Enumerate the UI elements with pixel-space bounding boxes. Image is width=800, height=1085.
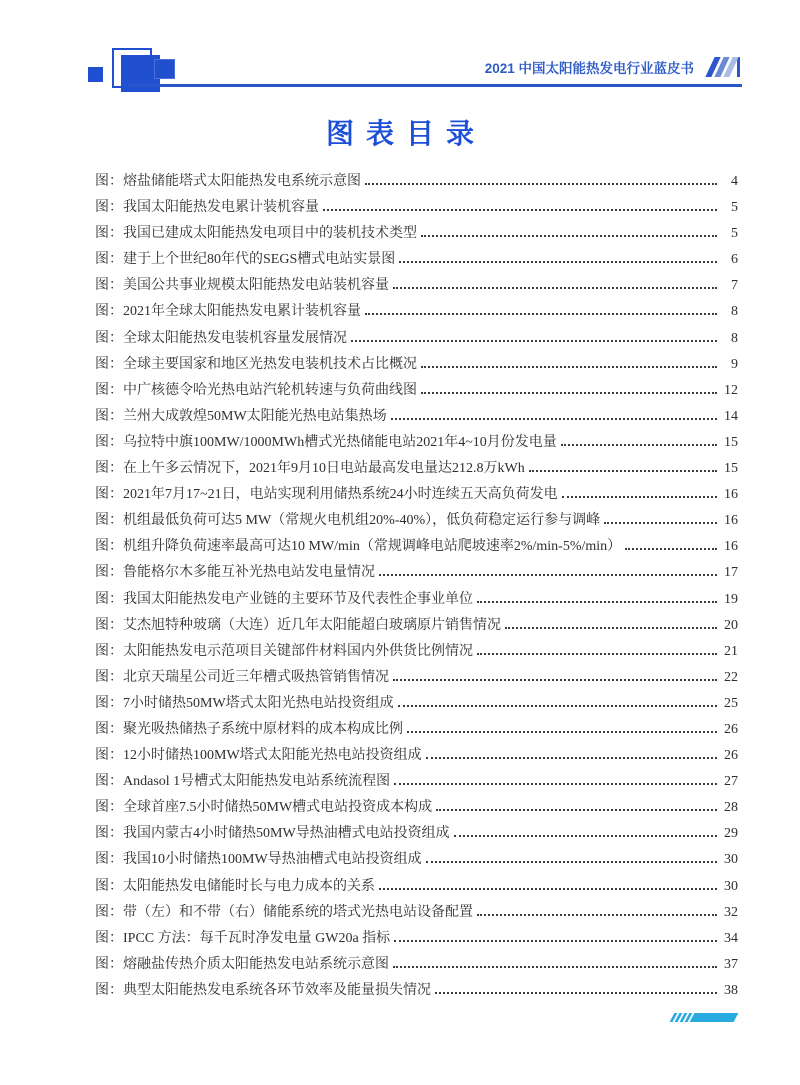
toc-dot-leader [426, 861, 717, 863]
toc-entry-page-number: 7 [731, 278, 738, 294]
toc-entry [95, 952, 738, 978]
page-title: 图表目录 [325, 118, 486, 149]
toc-entry-label: 图：我国内蒙古4小时储热50MW导热油槽式电站投资组成 [95, 826, 450, 842]
toc-entry [95, 221, 738, 247]
toc-dot-leader [435, 992, 717, 994]
toc-entry [95, 195, 738, 221]
toc-entry-label: 图：IPCC 方法：每千瓦时净发电量 GW20a 指标 [95, 930, 391, 946]
toc-entry-label: 图：7小时储热50MW塔式太阳光热电站投资组成 [95, 695, 394, 711]
toc-entry [95, 560, 738, 586]
toc-entry [95, 482, 738, 508]
toc-entry-page-number: 34 [724, 930, 738, 946]
toc-entry [95, 247, 738, 273]
toc-entry [95, 926, 738, 952]
toc-entry-label: 图：聚光吸热储热子系统中原材料的成本构成比例 [95, 721, 403, 737]
toc-entry [95, 795, 738, 821]
toc-entry-label: 图：熔盐储能塔式太阳能热发电系统示意图 [95, 174, 361, 189]
toc-entry-label: 图：美国公共事业规模太阳能热发电站装机容量 [95, 278, 389, 294]
toc-entry-page-number: 20 [724, 617, 738, 633]
slash-endbar [737, 57, 740, 77]
toc-entry [95, 326, 738, 352]
toc-dot-leader [323, 209, 717, 211]
toc-dot-leader [562, 496, 717, 498]
toc-entry [95, 587, 738, 613]
toc-entry-label: 图：2021年7月17~21日，电站实现利用储热系统24小时连续五天高负荷发电 [95, 487, 558, 503]
toc-entry-label: 图：太阳能热发电储能时长与电力成本的关系 [95, 878, 375, 894]
toc-entry-label: 图：熔融盐传热介质太阳能热发电站系统示意图 [95, 956, 389, 972]
toc-entry-page-number: 30 [724, 852, 738, 868]
toc-entry-label: 图：我国太阳能热发电产业链的主要环节及代表性企事业单位 [95, 591, 473, 607]
toc-entry-page-number: 16 [724, 539, 738, 555]
booklet-title: 2021 中国太阳能热发电行业蓝皮书 [484, 61, 694, 76]
toc-entry-page-number: 4 [731, 174, 738, 189]
toc-entry-page-number: 30 [724, 878, 738, 894]
header-rule [128, 84, 742, 87]
toc-entry-page-number: 19 [724, 591, 738, 607]
toc-entry [95, 404, 738, 430]
toc-entry-page-number: 17 [724, 565, 738, 581]
toc-entry-page-number: 15 [724, 461, 738, 477]
toc-entry-page-number: 21 [724, 643, 738, 659]
toc-entry [95, 691, 738, 717]
toc-entry-label: 图：带（左）和不带（右）储能系统的塔式光热电站设备配置 [95, 904, 473, 920]
toc-entry-page-number: 16 [724, 487, 738, 503]
toc-dot-leader [365, 313, 717, 315]
toc-entry-page-number: 37 [724, 956, 738, 972]
toc-entry-label: 图：兰州大成敦煌50MW太阳能光热电站集热场 [95, 408, 387, 424]
toc-dot-leader [421, 392, 717, 394]
toc-entry-page-number: 5 [731, 200, 738, 216]
footer-stripe-icon [672, 1013, 736, 1022]
toc-entry [95, 769, 738, 795]
toc-entry-label: 图：我国10小时储热100MW导热油槽式电站投资组成 [95, 852, 422, 868]
toc-entry-label: 图：建于上个世纪80年代的SEGS槽式电站实景图 [95, 252, 396, 268]
toc-entry-page-number: 25 [724, 695, 738, 711]
toc-dot-leader [477, 914, 717, 916]
toc-dot-leader [391, 418, 717, 420]
toc-dot-leader [394, 783, 717, 785]
toc-entry-page-number: 16 [724, 513, 738, 529]
toc-entry-label: 图：2021年全球太阳能热发电累计装机容量 [95, 304, 361, 320]
toc-entry [95, 900, 738, 926]
toc-entry-label: 图：艾杰旭特种玻璃（大连）近几年太阳能超白玻璃原片销售情况 [95, 617, 501, 633]
toc-entry [95, 978, 738, 1004]
toc-dot-leader [529, 470, 717, 472]
toc-entry-page-number: 26 [724, 721, 738, 737]
toc-entry-label: 图：全球首座7.5小时储热50MW槽式电站投资成本构成 [95, 800, 433, 816]
toc-dot-leader [421, 366, 717, 368]
toc-dot-leader [393, 287, 717, 289]
toc-entry-label: 图：机组最低负荷可达5 MW（常规火电机组20%-40%），低负荷稳定运行参与调峰 [95, 513, 601, 529]
toc-dot-leader [407, 731, 717, 733]
toc-entry [95, 821, 738, 847]
toc-entry-page-number: 22 [724, 669, 738, 685]
toc-dot-leader [477, 601, 717, 603]
toc-dot-leader [421, 235, 717, 237]
toc-entry-label: 图：我国太阳能热发电累计装机容量 [95, 200, 319, 216]
toc-entry-page-number: 32 [724, 904, 738, 920]
toc-entry-page-number: 8 [731, 304, 738, 320]
toc-dot-leader [351, 340, 717, 342]
toc-entry-page-number: 8 [731, 330, 738, 346]
page-header [0, 0, 800, 100]
toc-entry [95, 613, 738, 639]
toc-entry-page-number: 14 [724, 408, 738, 424]
toc-entry-page-number: 12 [724, 382, 738, 398]
toc-dot-leader [393, 679, 717, 681]
toc-entry [95, 378, 738, 404]
toc-entry-label: 图：我国已建成太阳能热发电项目中的装机技术类型 [95, 226, 417, 242]
header-slashes-icon [710, 57, 740, 77]
toc-entry [95, 456, 738, 482]
publisher-logo-icon [86, 46, 186, 96]
toc-entry [95, 273, 738, 299]
toc-dot-leader [379, 574, 717, 576]
toc-entry [95, 508, 738, 534]
toc-entry [95, 665, 738, 691]
toc-entry [95, 639, 738, 665]
toc-entry-page-number: 27 [724, 774, 738, 790]
toc-entry-page-number: 26 [724, 748, 738, 764]
toc-entry-label: 图：太阳能热发电示范项目关键部件材料国内外供货比例情况 [95, 643, 473, 659]
toc-entry-label: 图：12小时储热100MW塔式太阳能光热电站投资组成 [95, 748, 422, 764]
toc-dot-leader [505, 627, 717, 629]
toc-dot-leader [394, 940, 717, 942]
toc-entry-label: 图：典型太阳能热发电系统各环节效率及能量损失情况 [95, 982, 431, 998]
logo-small-right-square [154, 59, 175, 79]
toc-entry-page-number: 5 [731, 226, 738, 242]
toc-dot-leader [604, 522, 717, 524]
toc-dot-leader [625, 548, 717, 550]
toc-entry-page-number: 6 [731, 252, 738, 268]
toc-entry [95, 743, 738, 769]
toc-dot-leader [436, 809, 717, 811]
toc-entry-label: 图：机组升降负荷速率最高可达10 MW/min（常规调峰电站爬坡速率2%/min-5%/min） [95, 539, 622, 555]
toc-entry-label: 图：中广核德令哈光热电站汽轮机转速与负荷曲线图 [95, 382, 417, 398]
toc-dot-leader [365, 183, 717, 185]
logo-small-left-square [88, 67, 103, 82]
toc-entry-label: 图：全球主要国家和地区光热发电装机技术占比概况 [95, 356, 417, 372]
toc-entry [95, 534, 738, 560]
toc-entry-page-number: 29 [724, 826, 738, 842]
toc-dot-leader [426, 757, 717, 759]
toc-dot-leader [399, 261, 717, 263]
toc-entry-page-number: 28 [724, 800, 738, 816]
toc-dot-leader [454, 835, 717, 837]
toc-entry-page-number: 15 [724, 434, 738, 450]
toc-entry-page-number: 38 [724, 982, 738, 998]
toc-list [95, 169, 738, 1004]
toc-dot-leader [477, 653, 717, 655]
toc-entry-label: 图：全球太阳能热发电装机容量发展情况 [95, 330, 347, 346]
toc-entry [95, 299, 738, 325]
toc-dot-leader [561, 444, 717, 446]
toc-entry [95, 847, 738, 873]
toc-entry [95, 717, 738, 743]
toc-entry-label: 图：乌拉特中旗100MW/1000MWh槽式光热储能电站2021年4~10月份发电量 [95, 434, 557, 450]
footer-bar [690, 1013, 739, 1022]
toc-entry [95, 352, 738, 378]
toc-entry [95, 430, 738, 456]
toc-dot-leader [393, 966, 717, 968]
toc-entry-label: 图：北京天瑞星公司近三年槽式吸热管销售情况 [95, 669, 389, 685]
toc-dot-leader [379, 888, 717, 890]
toc-entry-label: 图：鲁能格尔木多能互补光热电站发电量情况 [95, 565, 375, 581]
toc-entry [95, 874, 738, 900]
toc-entry-page-number: 9 [731, 356, 738, 372]
toc-dot-leader [398, 705, 717, 707]
toc-entry-label: 图：在上午多云情况下，2021年9月10日电站最高发电量达212.8万kWh [95, 461, 525, 477]
toc-entry-label: 图：Andasol 1号槽式太阳能热发电站系统流程图 [95, 774, 391, 790]
toc-entry [95, 169, 738, 195]
